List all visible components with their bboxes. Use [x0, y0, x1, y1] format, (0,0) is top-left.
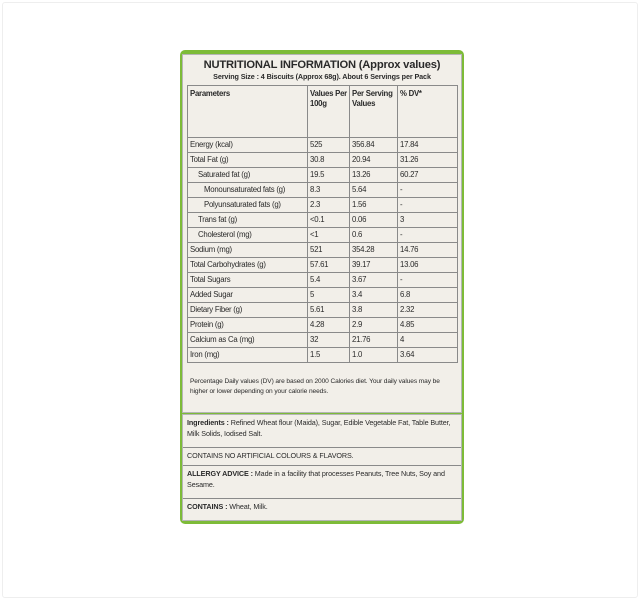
- table-header-row: [188, 86, 458, 138]
- row-dv: 31.26: [398, 153, 458, 168]
- ingredients-panel: [182, 414, 462, 521]
- table-row: [188, 303, 458, 318]
- header-parameters: Parameters: [188, 86, 308, 138]
- row-dv: 3: [398, 213, 458, 228]
- table-row: [188, 288, 458, 303]
- row-per-100g: 5.4: [308, 273, 350, 288]
- ingredients-box: [183, 415, 461, 448]
- allergy-text: Made in a facility that processes Peanuts, Tree Nuts, Soy and Sesame.: [187, 469, 445, 489]
- row-dv: -: [398, 228, 458, 243]
- row-per-100g: 19.5: [308, 168, 350, 183]
- row-parameter: Total Sugars: [188, 273, 308, 288]
- table-row: [188, 273, 458, 288]
- row-per-100g: <0.1: [308, 213, 350, 228]
- row-parameter: Saturated fat (g): [188, 168, 308, 183]
- row-parameter: Monounsaturated fats (g): [188, 183, 308, 198]
- contains-text: Wheat, Milk.: [227, 502, 268, 511]
- row-per-100g: 30.8: [308, 153, 350, 168]
- row-per-100g: 4.28: [308, 318, 350, 333]
- nutrition-panel: [182, 54, 462, 413]
- row-per-100g: <1: [308, 228, 350, 243]
- header-dv: % DV*: [398, 86, 458, 138]
- row-dv: 60.27: [398, 168, 458, 183]
- dv-footnote: Percentage Daily values (DV) are based on 2000 Calories diet. Your daily values may be higher or lower depending on your calorie needs.: [190, 378, 440, 395]
- row-dv: 3.64: [398, 348, 458, 363]
- row-per-100g: 8.3: [308, 183, 350, 198]
- row-per-serving: 0.6: [350, 228, 398, 243]
- row-per-serving: 356.84: [350, 138, 398, 153]
- table-row: [188, 348, 458, 363]
- row-per-serving: 354.28: [350, 243, 398, 258]
- row-per-100g: 2.3: [308, 198, 350, 213]
- row-parameter: Iron (mg): [188, 348, 308, 363]
- row-parameter: Energy (kcal): [188, 138, 308, 153]
- row-dv: -: [398, 198, 458, 213]
- ingredients-label: Ingredients :: [187, 418, 229, 427]
- row-per-serving: 1.0: [350, 348, 398, 363]
- row-dv: 14.76: [398, 243, 458, 258]
- header-per-100g: Values Per 100g: [308, 86, 350, 138]
- no-artificial-text: CONTAINS NO ARTIFICIAL COLOURS & FLAVORS.: [187, 451, 354, 460]
- row-per-serving: 3.4: [350, 288, 398, 303]
- row-parameter: Protein (g): [188, 318, 308, 333]
- table-row: [188, 138, 458, 153]
- row-parameter: Polyunsaturated fats (g): [188, 198, 308, 213]
- row-per-100g: 521: [308, 243, 350, 258]
- table-row: [188, 213, 458, 228]
- row-per-serving: 1.56: [350, 198, 398, 213]
- table-row: [188, 198, 458, 213]
- table-row: [188, 243, 458, 258]
- nutrition-table-body: [188, 138, 458, 363]
- contains-label: CONTAINS :: [187, 502, 228, 511]
- serving-size: Serving Size : 4 Biscuits (Approx 68g). About 6 Servings per Pack: [213, 72, 431, 81]
- nutrition-title: NUTRITIONAL INFORMATION (Approx values): [203, 59, 441, 71]
- row-per-serving: 0.06: [350, 213, 398, 228]
- row-per-100g: 5.61: [308, 303, 350, 318]
- row-dv: 17.84: [398, 138, 458, 153]
- row-parameter: Calcium as Ca (mg): [188, 333, 308, 348]
- row-parameter: Cholesterol (mg): [188, 228, 308, 243]
- table-row: [188, 318, 458, 333]
- no-artificial-box: [183, 448, 461, 466]
- row-dv: 4.85: [398, 318, 458, 333]
- row-per-serving: 3.8: [350, 303, 398, 318]
- row-parameter: Sodium (mg): [188, 243, 308, 258]
- row-per-100g: 57.61: [308, 258, 350, 273]
- table-row: [188, 168, 458, 183]
- allergy-box: [183, 466, 461, 499]
- contains-box: [183, 499, 461, 516]
- table-row: [188, 153, 458, 168]
- row-dv: 13.06: [398, 258, 458, 273]
- row-per-serving: 39.17: [350, 258, 398, 273]
- row-per-serving: 20.94: [350, 153, 398, 168]
- row-dv: 6.8: [398, 288, 458, 303]
- row-parameter: Added Sugar: [188, 288, 308, 303]
- row-per-100g: 32: [308, 333, 350, 348]
- nutrition-table: [187, 85, 458, 363]
- row-per-serving: 21.76: [350, 333, 398, 348]
- table-row: [188, 228, 458, 243]
- header-per-serving: Per Serving Values: [350, 86, 398, 138]
- row-per-100g: 1.5: [308, 348, 350, 363]
- ingredients-text: Refined Wheat flour (Maida), Sugar, Edible Vegetable Fat, Table Butter, Milk Solids, Iodised Salt.: [187, 418, 451, 438]
- table-row: [188, 183, 458, 198]
- allergy-label: ALLERGY ADVICE :: [187, 469, 253, 478]
- row-dv: -: [398, 273, 458, 288]
- row-parameter: Dietary Fiber (g): [188, 303, 308, 318]
- row-parameter: Total Fat (g): [188, 153, 308, 168]
- row-per-100g: 525: [308, 138, 350, 153]
- table-row: [188, 333, 458, 348]
- row-parameter: Trans fat (g): [188, 213, 308, 228]
- row-per-serving: 13.26: [350, 168, 398, 183]
- row-dv: 4: [398, 333, 458, 348]
- row-dv: -: [398, 183, 458, 198]
- row-per-serving: 5.64: [350, 183, 398, 198]
- row-per-serving: 2.9: [350, 318, 398, 333]
- row-per-serving: 3.67: [350, 273, 398, 288]
- row-dv: 2.32: [398, 303, 458, 318]
- row-parameter: Total Carbohydrates (g): [188, 258, 308, 273]
- table-row: [188, 258, 458, 273]
- nutrition-label: [180, 50, 464, 524]
- row-per-100g: 5: [308, 288, 350, 303]
